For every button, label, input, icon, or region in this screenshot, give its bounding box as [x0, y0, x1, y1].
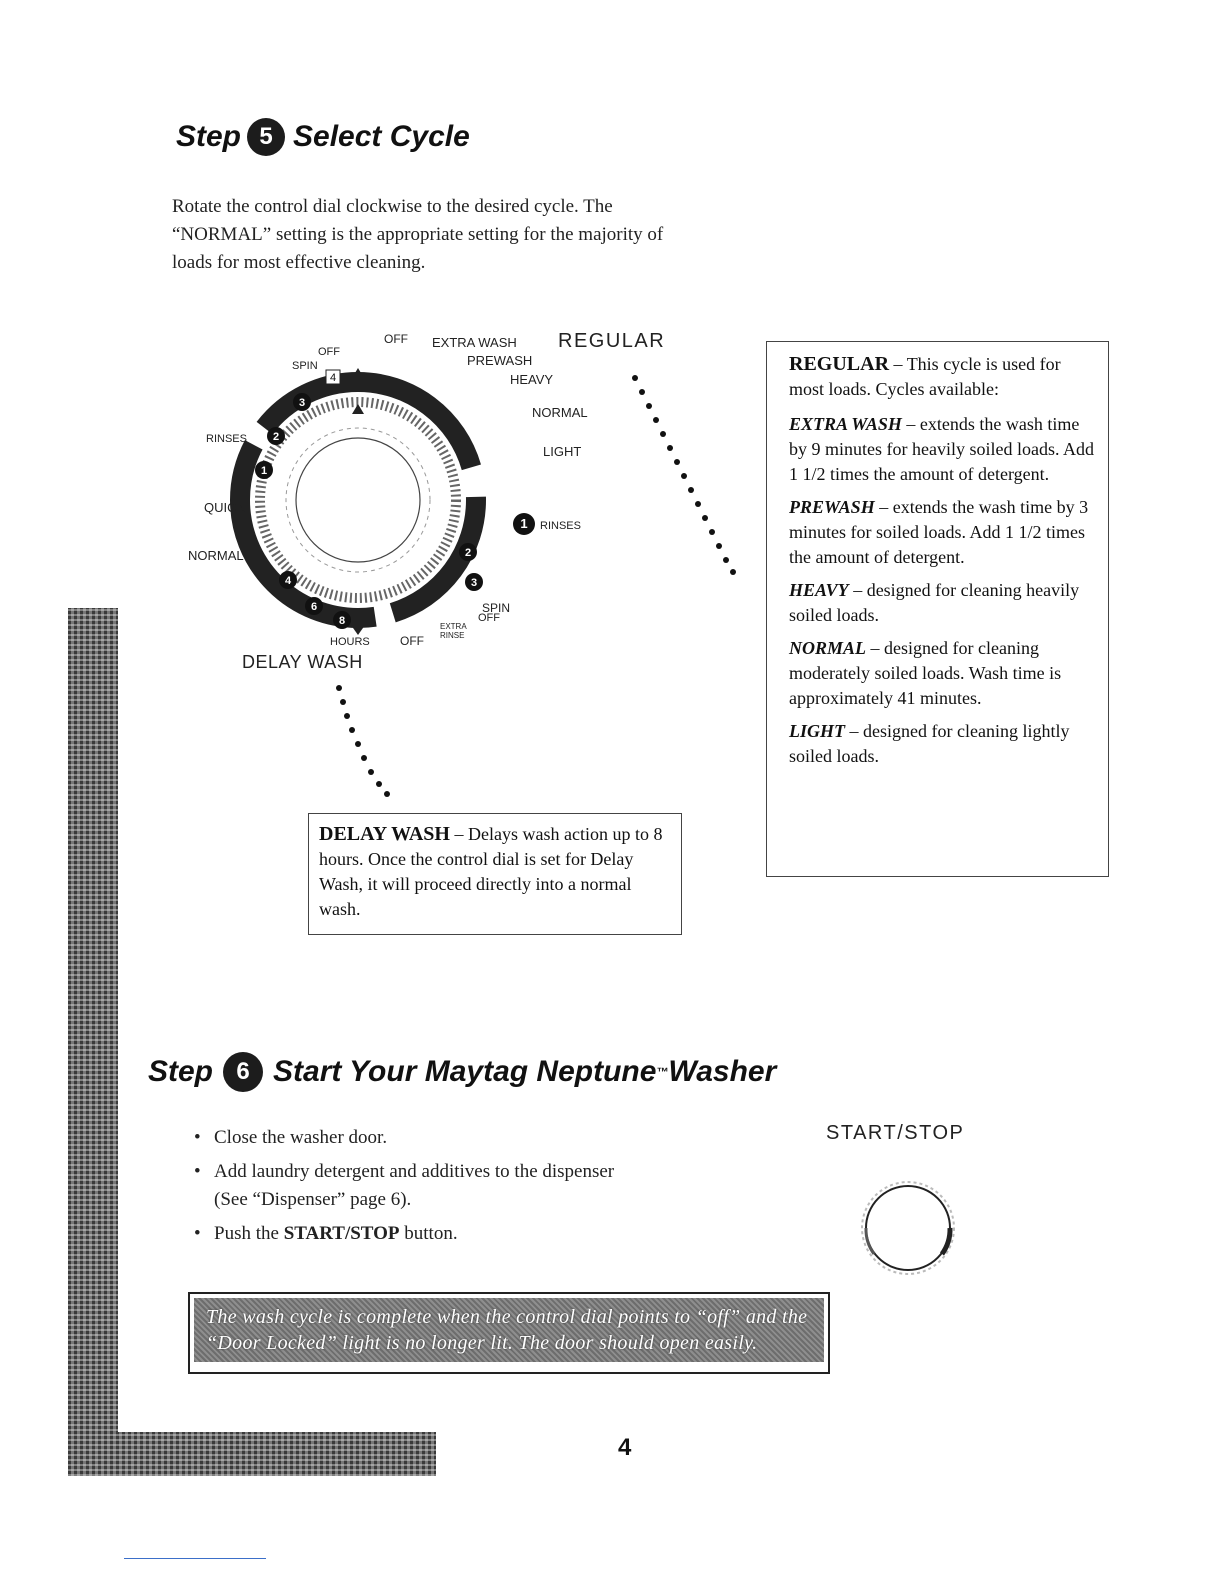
dial-num-4-top: 4 [329, 372, 337, 384]
dial-label-rinses-right: RINSES [540, 520, 581, 532]
regular-item-normal: NORMAL – designed for cleaning moderately soiled loads. Wash time is approximately 41 minutes. [789, 638, 1062, 708]
dial-label-light: LIGHT [543, 444, 582, 459]
dial-label-off-left: OFF [318, 346, 340, 358]
step6-trademark: ™ [656, 1065, 669, 1079]
page-number: 4 [618, 1434, 632, 1461]
start-stop-button-icon [852, 1172, 964, 1284]
dial-num-3-top: 3 [298, 397, 306, 409]
dial-num-2-top: 2 [272, 431, 280, 443]
delay-wash-lead: DELAY WASH [319, 823, 450, 845]
dial-label-prewash: PREWASH [467, 353, 533, 368]
step5-title: Select Cycle [293, 120, 470, 153]
dial-label-off-top: OFF [384, 332, 408, 346]
dial-label-normal-right: NORMAL [532, 405, 588, 420]
dial-num-1-left: 1 [260, 465, 268, 477]
delay-wash-label: DELAY WASH [242, 652, 363, 672]
dial-label-quick: QUICK [204, 500, 246, 515]
regular-label: REGULAR [558, 330, 666, 352]
regular-box-lead: REGULAR [789, 353, 890, 375]
step6-title-end: Washer [668, 1055, 777, 1088]
regular-item-heavy: HEAVY – designed for cleaning heavily soiled loads. [789, 580, 1080, 625]
step5-intro: Rotate the control dial clockwise to the desired cycle. The “NORMAL” setting is the appropriate setting for the majority of loads for most effective cleaning. [172, 196, 664, 273]
step6-bullet-2: • Add laundry detergent and additives to the dispenser (See “Dispenser” page 6). [188, 1158, 628, 1214]
dial-num-4-bottom: 4 [284, 575, 292, 587]
dial-label-normal-left: NORMAL [188, 548, 244, 563]
regular-item-light: LIGHT – designed for cleaning lightly soiled loads. [789, 721, 1070, 766]
dial-label-spin-bottom: SPIN [482, 601, 511, 615]
leader-dots-delay [325, 680, 415, 800]
step6-heading [148, 1052, 776, 1092]
step6-bullet-1: • Close the washer door. [188, 1124, 628, 1152]
leader-dots-regular [620, 370, 770, 580]
dial-label-extra-wash: EXTRA WASH [432, 335, 517, 350]
regular-item-prewash: PREWASH – extends the wash time by 3 minutes for soiled loads. Add 1 1/2 times the amount of detergent. [789, 497, 1089, 567]
cycle-complete-banner [188, 1292, 830, 1374]
start-stop-label: START/STOP [826, 1122, 965, 1144]
bottom-margin-stripe [68, 1432, 436, 1476]
dial-inner-circle [296, 438, 420, 562]
dial-num-3-right: 3 [470, 577, 478, 589]
dial-label-hours: HOURS [330, 636, 370, 648]
dial-num-2-right: 2 [464, 547, 472, 559]
step6-bullet-3: • Push the START/STOP button. [188, 1220, 628, 1248]
step6-bullets [188, 1124, 628, 1254]
cycle-complete-text: The wash cycle is complete when the control dial points to “off” and the “Door Locked” light is no longer lit. The door should open easily. [194, 1298, 824, 1362]
dial-label-off-bottom-right: OFF [478, 612, 500, 624]
regular-box-intro [789, 352, 1096, 402]
dial-label-rinses-left: RINSES [206, 433, 247, 445]
step6-number-badge: 6 [223, 1052, 263, 1092]
regular-box-lead-rest: – This cycle is used for most loads. Cycles available: [789, 354, 1061, 399]
dial-num-1-right: 1 [513, 513, 535, 535]
regular-item-extra-wash: EXTRA WASH – extends the wash time by 9 minutes for heavily soiled loads. Add 1 1/2 times the amount of detergent. [789, 414, 1094, 484]
regular-cycles-box [766, 341, 1109, 877]
delay-wash-text: DELAY WASH – Delays wash action up to 8 hours. Once the control dial is set for Delay Wash, it will proceed directly into a normal wash. [319, 823, 663, 919]
step5-heading [176, 118, 470, 156]
dial-num-6-bottom: 6 [310, 601, 318, 613]
dial-label-extra-rinse: EXTRA RINSE [440, 622, 467, 640]
left-margin-stripe [68, 608, 118, 1476]
dial-label-heavy: HEAVY [510, 372, 554, 387]
dial-label-off-bottom: OFF [400, 634, 424, 648]
dial-label-spin-left: SPIN [292, 360, 318, 372]
step5-prefix: Step [176, 120, 242, 153]
delay-wash-box [308, 813, 682, 935]
dial-num-8-bottom: 8 [338, 615, 346, 627]
footer-rule [124, 1558, 266, 1559]
step6-prefix: Step [148, 1055, 214, 1088]
step6-title: Start Your Maytag Neptune [273, 1055, 657, 1088]
step5-number-badge: 5 [247, 118, 285, 156]
